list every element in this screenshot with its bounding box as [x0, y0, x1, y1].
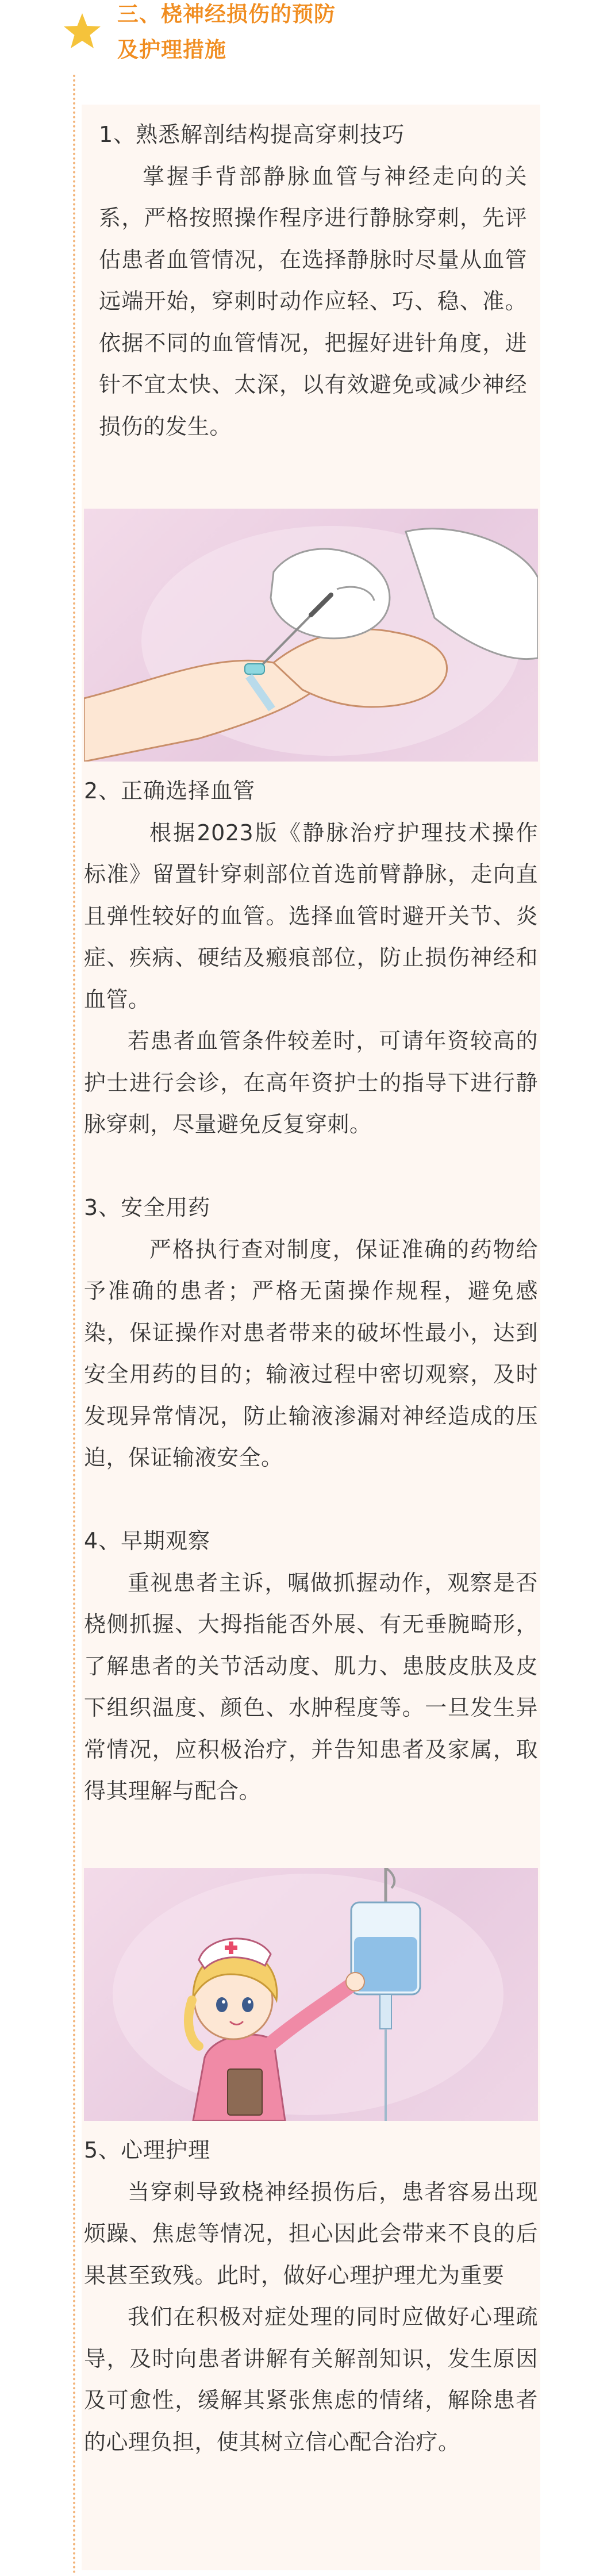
section-2: [84, 770, 538, 1145]
heading-line-1: 三、桡神经损伤的预防: [117, 2, 336, 26]
paragraph: 掌握手背部静脉血管与神经走向的关系，严格按照操作程序进行静脉穿刺，先评估患者血管情况，在选择静脉时尽量从血管远端开始，穿刺时动作应轻、巧、稳、准。依据不同的血管情况，把握好进针角度，进针不宜太快、太深，以有效避免或减少神经损伤的发生。: [99, 163, 527, 439]
section-4: [84, 1520, 538, 1812]
paragraph: 根据2023版《静脉治疗护理技术操作标准》留置针穿刺部位首选前臂静脉，走向直且弹性较好的血管。选择血管时避开关节、炎症、疾病、硬结及瘢痕部位，防止损伤神经和血管。: [84, 820, 538, 1012]
paragraph: 重视患者主诉，嘱做抓握动作，观察是否桡侧抓握、大拇指能否外展、有无垂腕畸形，了解患者的关节活动度、肌力、患肢皮肤及皮下组织温度、颜色、水肿程度等。一旦发生异常情况，应积极治疗，并告知患者及家属，取得其理解与配合。: [84, 1570, 538, 1804]
section-5: [84, 2129, 538, 2463]
illustration-iv-insertion: [84, 509, 538, 762]
paragraph: 我们在积极对症处理的同时应做好心理疏导，及时向患者讲解有关解剖知识，发生原因及可愈性，缓解其紧张焦虑的情绪，解除患者的心理负担，使其树立信心配合治疗。: [84, 2304, 538, 2455]
paragraph: 严格执行查对制度，保证准确的药物给予准确的患者；严格无菌操作规程，避免感染，保证操作对患者带来的破坏性最小，达到安全用药的目的；输液过程中密切观察，及时发现异常情况，防止输液渗漏对神经造成的压迫，保证输液安全。: [84, 1236, 538, 1470]
section-title: 2、正确选择血管: [84, 778, 256, 803]
section-title: 1、熟悉解剖结构提高穿刺技巧: [99, 122, 405, 147]
star-icon: [62, 11, 102, 52]
section-title: 5、心理护理: [84, 2137, 211, 2163]
section-title: 3、安全用药: [84, 1195, 211, 1220]
illustration-nurse-iv-drip: [84, 1868, 538, 2121]
nurse-drip-illustration: [84, 1868, 538, 2121]
heading-line-2: 及护理措施: [117, 37, 226, 62]
hand-injection-illustration: [84, 509, 538, 762]
section-1: [99, 114, 527, 447]
section-3: [84, 1187, 538, 1479]
paragraph: 若患者血管条件较差时，可请年资较高的护士进行会诊，在高年资护士的指导下进行静脉穿刺，尽量避免反复穿刺。: [84, 1028, 538, 1137]
paragraph: 当穿刺导致桡神经损伤后，患者容易出现烦躁、焦虑等情况，担心因此会带来不良的后果甚至致残。此时，做好心理护理尤为重要: [84, 2179, 538, 2288]
dotted-timeline: [73, 75, 75, 2576]
section-heading: [117, 0, 485, 68]
section-title: 4、早期观察: [84, 1528, 211, 1554]
